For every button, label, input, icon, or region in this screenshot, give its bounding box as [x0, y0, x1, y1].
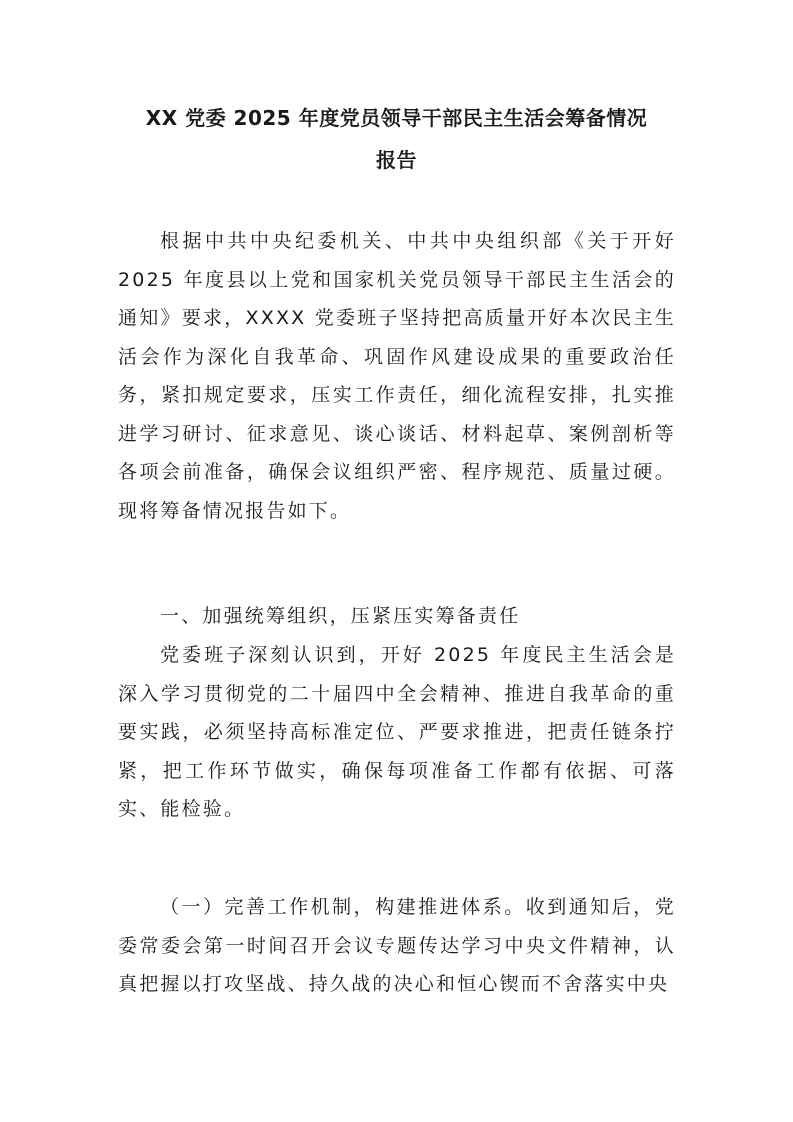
section-1-paragraph: 党委班子深刻认识到，开好 2025 年度民主生活会是深入学习贯彻党的二十届四中全会精神、推进自我革命的重要实践，必须坚持高标准定位、严要求推进，把责任链条拧紧，把工作环节做实，确保每项准备工作都有依据、可落实、能检验。: [118, 644, 676, 820]
section-heading-1: 一、加强统筹组织，压紧压实筹备责任: [160, 605, 521, 627]
subsection-1-paragraph: （一）完善工作机制，构建推进体系。收到通知后，党委常委会第一时间召开会议专题传达学习中央文件精神，认真把握以打攻坚战、持久战的决心和恒心锲而不舍落实中央: [118, 896, 676, 995]
document-title-line1: XX 党委 2025 年度党员领导干部民主生活会筹备情况: [145, 106, 648, 130]
intro-paragraph: 根据中共中央纪委机关、中共中央组织部《关于开好 2025 年度县以上党和国家机关党员领导干部民主生活会的通知》要求，XXXX 党委班子坚持把高质量开好本次民主生活会作为深化自我革命、巩固作风建设成果的重要政治任务，紧扣规定要求，压实工作责任，细化流程安排，扎实推进学习研讨、征求意见、谈心谈话、材料起草、案例剖析等各项会前准备，确保会议组织严密、程序规范、质量过硬。现将筹备情况报告如下。: [118, 230, 676, 522]
document-title-line2: 报告: [376, 148, 417, 172]
